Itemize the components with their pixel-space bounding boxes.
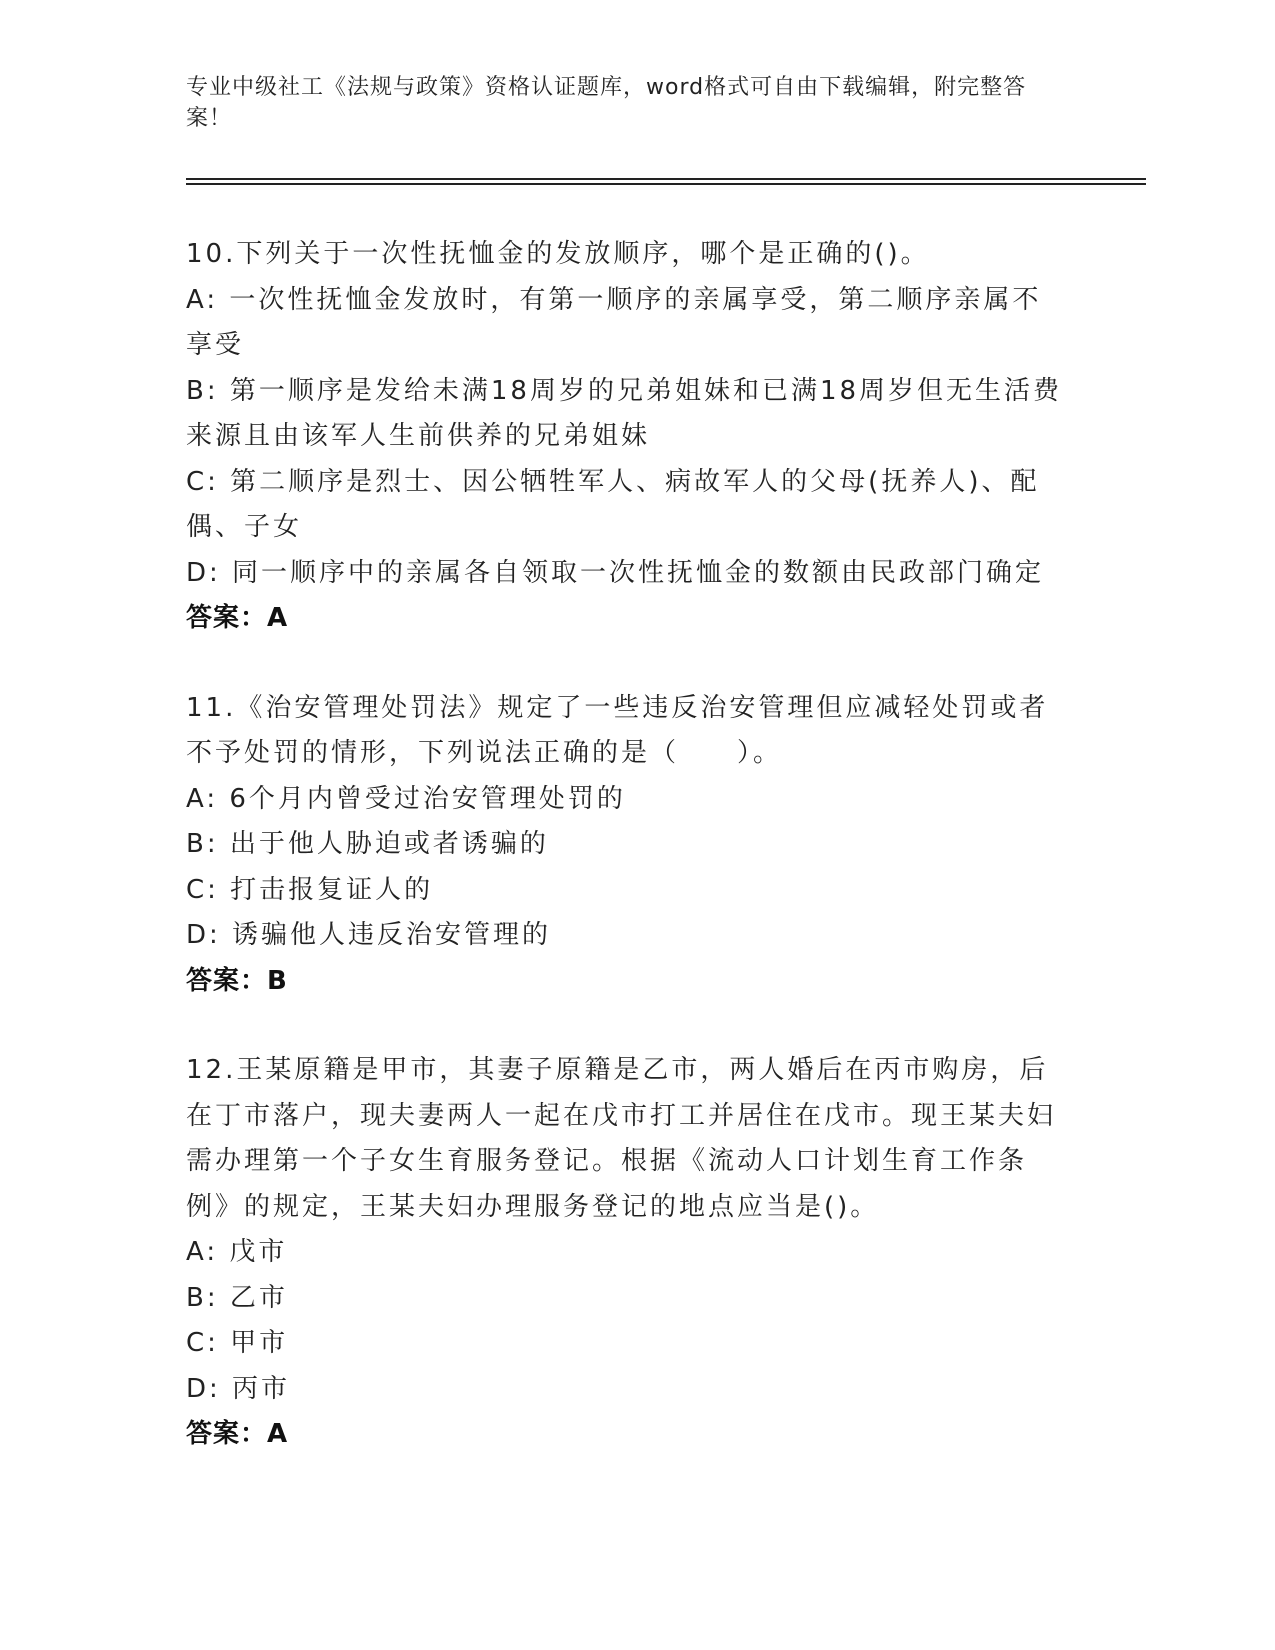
option-c: C: 打击报复证人的 xyxy=(186,874,434,905)
option-a: A: 戊市 xyxy=(186,1237,288,1267)
question-list xyxy=(186,232,1066,1502)
question-12 xyxy=(186,1048,1066,1458)
header-divider-top xyxy=(186,178,1146,180)
option-c: C: 第二顺序是烈士、因公牺牲军人、病故军人的父母(抚养人)、配偶、子女 xyxy=(186,466,1040,542)
question-stem: 10.下列关于一次性抚恤金的发放顺序，哪个是正确的()。 xyxy=(186,239,930,269)
question-11 xyxy=(186,686,1066,1005)
option-a: A: 一次性抚恤金发放时，有第一顺序的亲属享受，第二顺序亲属不享受 xyxy=(186,284,1042,360)
answer: 答案：A xyxy=(186,603,289,633)
answer: 答案：A xyxy=(186,1419,289,1449)
question-10 xyxy=(186,232,1066,642)
question-stem: 11.《治安管理处罚法》规定了一些违反治安管理但应减轻处罚或者不予处罚的情形，下列说法正确的是（ ）。 xyxy=(186,692,1049,768)
question-stem: 12.王某原籍是甲市，其妻子原籍是乙市，两人婚后在丙市购房，后在丁市落户，现夫妻两人一起在戊市打工并居住在戊市。现王某夫妇需办理第一个子女生育服务登记。根据《流动人口计划生育工作条例》的规定，王某夫妇办理服务登记的地点应当是()。 xyxy=(186,1055,1057,1222)
option-a: A: 6个月内曾受过治安管理处罚的 xyxy=(186,783,626,814)
option-b: B: 第一顺序是发给未满18周岁的兄弟姐妹和已满18周岁但无生活费来源且由该军人生前供养的兄弟姐妹 xyxy=(186,375,1063,451)
option-d: D: 丙市 xyxy=(186,1373,291,1404)
option-b: B: 出于他人胁迫或者诱骗的 xyxy=(186,829,549,859)
answer: 答案：B xyxy=(186,965,288,996)
option-c: C: 甲市 xyxy=(186,1328,289,1358)
option-d: D: 同一顺序中的亲属各自领取一次性抚恤金的数额由民政部门确定 xyxy=(186,557,1045,588)
header-divider-bottom xyxy=(186,183,1146,185)
header-note: 专业中级社工《法规与政策》资格认证题库，word格式可自由下载编辑，附完整答案！ xyxy=(186,75,1027,131)
option-b: B: 乙市 xyxy=(186,1282,288,1313)
option-d: D: 诱骗他人违反治安管理的 xyxy=(186,920,552,950)
